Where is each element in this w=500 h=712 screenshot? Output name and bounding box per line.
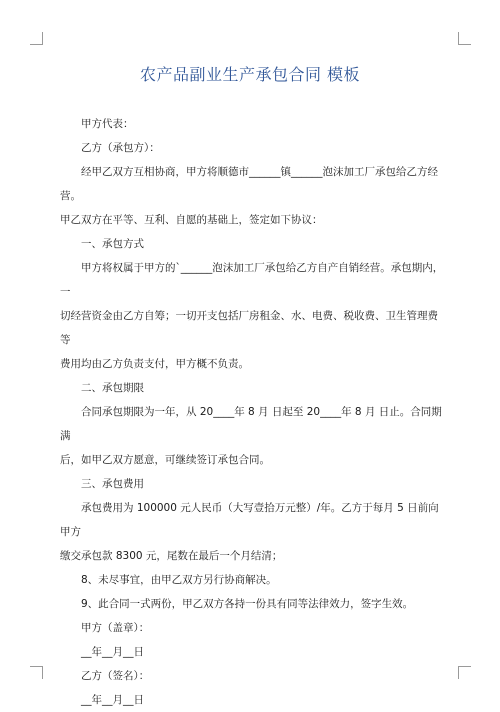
section-2-line-1: 合同承包期限为一年，从 20____年 8 月 日起至 20____年 8 月 日止。合同期满 [60, 406, 442, 442]
document-body [60, 112, 445, 712]
document-title: 农产品副业生产承包合同 模板 [139, 65, 361, 84]
crop-mark-bottom-left [30, 666, 43, 679]
crop-mark-top-right [458, 32, 471, 45]
section-3-line-1: 承包费用为 100000 元人民币（大写壹拾万元整）/年。乙方于每月 5 日前向甲方 [60, 502, 439, 538]
crop-mark-bottom-right [458, 666, 471, 679]
section-3-heading: 三、承包费用 [81, 478, 144, 490]
section-1-heading: 一、承包方式 [81, 238, 144, 250]
clause-8: 8、未尽事宜，由甲乙双方另行协商解决。 [81, 574, 277, 586]
section-1-line-1: 甲方将权属于甲方的`______泡沫加工厂承包给乙方自产自销经营。承包期内，一 [60, 262, 444, 298]
crop-mark-top-left [30, 32, 43, 45]
party-b-signature-label: 乙方（签名）： [81, 670, 150, 682]
intro-line-2: 甲乙双方在平等、互利、自愿的基础上，签定如下协议： [60, 214, 323, 226]
party-a-representative: 甲方代表： [81, 118, 134, 130]
clause-9: 9、此合同一式两份，甲乙双方各持一份具有同等法律效力，签字生效。 [81, 598, 414, 610]
party-a-date: __年__月__日 [81, 646, 144, 658]
section-3-line-2: 缴交承包款 8300 元，尾数在最后一个月结清； [60, 550, 283, 562]
party-b-date: __年__月__日 [81, 694, 144, 706]
party-b-contractor: 乙方（承包方）： [81, 142, 160, 154]
intro-line-1: 经甲乙双方互相协商，甲方将顺德市______镇______泡沫加工厂承包给乙方经营。 [60, 166, 438, 202]
section-2-heading: 二、承包期限 [81, 382, 144, 394]
section-1-line-3: 费用均由乙方负责支付，甲方概不负责。 [60, 358, 249, 370]
party-a-seal-label: 甲方（盖章）： [81, 622, 150, 634]
section-1-line-2: 切经营资金由乙方自筹；一切开支包括厂房租金、水、电费、税收费、卫生管理费等 [60, 310, 438, 346]
section-2-line-2: 后，如甲乙双方愿意，可继续签订承包合同。 [60, 454, 270, 466]
